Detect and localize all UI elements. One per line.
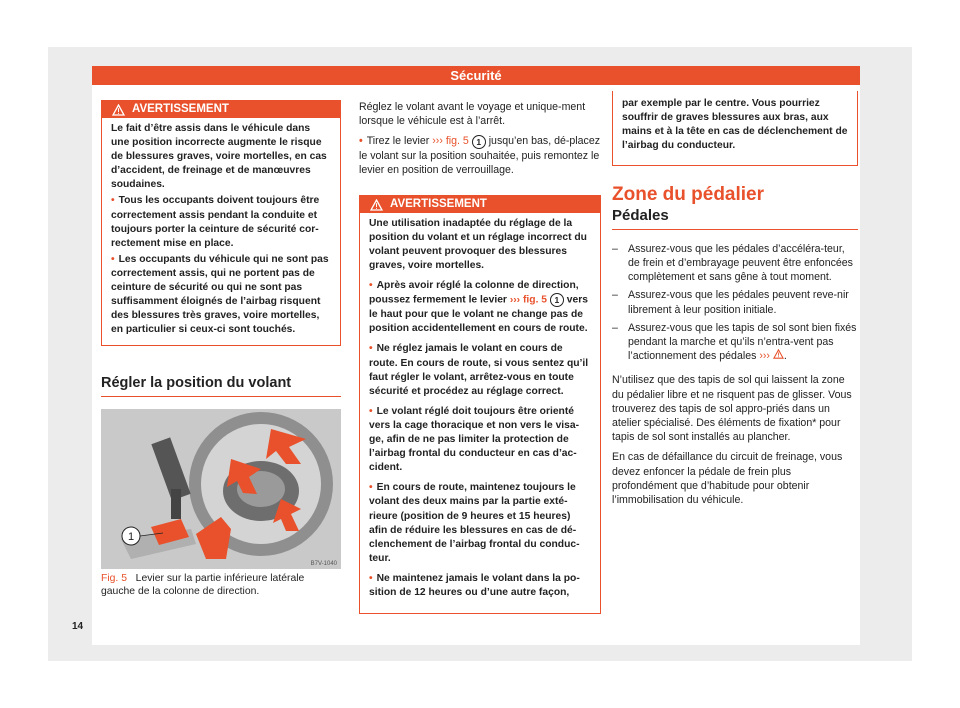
- warning-box: [101, 100, 341, 346]
- paragraph: Réglez le volant avant le voyage et unique-ment lorsque le véhicule est à l’arrêt.: [359, 101, 586, 128]
- warning-triangle-icon: [112, 104, 125, 116]
- list-item: – Assurez-vous que les pédales peuvent reve-nir librement à leur position initiale.: [612, 289, 849, 316]
- callout-number: 1: [472, 135, 486, 149]
- warning-bullet: • Tous les occupants doivent toujours être correctement assis pendant la conduite et toujours porter la ceinture de sécurité cor-rectement mise en place.: [111, 195, 320, 249]
- warning-bullet: • Ne réglez jamais le volant en cours de route. En cours de route, si vous sentez qu’il faut régler le volant, arrêtez-vous en toute sécurité et procédez au réglage correct.: [369, 343, 589, 397]
- warning-title: AVERTISSEMENT: [132, 103, 229, 115]
- warning-bullet: • Après avoir réglé la colonne de direction, poussez fermement le levier ››› fig. 5 1 vers le haut pour que le volant ne change pas de position accidentellement en cours de route.: [369, 280, 588, 335]
- section-title: Régler la position du volant: [101, 375, 292, 392]
- warning-triangle-icon: [370, 199, 383, 211]
- warning-intro: Une utilisation inadaptée du réglage de la position du volant et un réglage incorrect du volant peuvent provoquer des blessures graves, voire mortelles.: [369, 218, 587, 272]
- warning-continued-text: par exemple par le centre. Vous pourriez souffrir de graves blessures aux bras, aux mains et à la tête en cas de déclenchement de l’airbag du conducteur.: [622, 98, 848, 152]
- figure-code: B7V-1040: [310, 561, 337, 567]
- step-item: • Tirez le levier ››› fig. 5 1 jusqu’en bas, dé-placez le volant sur la position souhaitée, puis remontez le levier en position de verrouillage.: [359, 135, 601, 176]
- divider: [101, 396, 341, 397]
- chapter-title: Zone du pédalier: [612, 184, 765, 206]
- list-item: – Assurez-vous que les tapis de sol sont bien fixés pendant la marche et qu’ils n’entra-vent pas l’actionnement des pédales ››› .: [612, 321, 857, 363]
- warning-bullet: • En cours de route, maintenez toujours le volant des deux mains par la partie exté-rieure (position de 9 heures et 15 heures) afin de réduire les blessures en cas de dé-clenchement de l’airbag frontal du conduc-teur.: [369, 482, 580, 564]
- page-number: 14: [72, 621, 84, 632]
- warning-bullet: • Ne maintenez jamais le volant dans la po-sition de 12 heures ou d’une autre façon,: [369, 572, 580, 598]
- paragraph: N’utilisez que des tapis de sol qui laissent la zone du pédalier libre et ne risquent pas de glisser. Vous trouverez des tapis de sol appro-priés dans un atelier spécialisé. Des éléments de fixation* pour tapis de sol sont installés au plancher.: [612, 374, 852, 444]
- section-header: Sécurité: [92, 66, 860, 85]
- warning-bullet: • Les occupants du véhicule qui ne sont pas correctement assis, qui ne portent pas de ceinture de sécurité ou qui ne sont pas suffisamment éloignés de l’airbag risquent des blessures très graves, voire mortelles, en particulier si ceux-ci sont touchés.: [111, 253, 329, 336]
- warning-title: AVERTISSEMENT: [390, 198, 487, 211]
- figure-link[interactable]: fig. 5: [445, 135, 469, 148]
- list-item: – Assurez-vous que les pédales d’accéléra-teur, de frein et d’embrayage peuvent être enfoncées complètement et sans gêne à tout moment.: [612, 242, 853, 284]
- paragraph: En cas de défaillance du circuit de freinage, vous devez enfoncer la pédale de frein plus profondément que d’habitude pour obtenir l’immobilisation du véhicule.: [612, 451, 843, 507]
- figure-callout-1: 1: [127, 531, 135, 543]
- steering-wheel-illustration: [101, 409, 341, 569]
- divider: [612, 229, 858, 230]
- section-title: Pédales: [612, 206, 669, 224]
- warning-triangle-icon: [773, 349, 784, 359]
- figure-steering-column: [101, 409, 341, 569]
- warning-box-continued: [612, 91, 858, 166]
- callout-number: 1: [550, 293, 564, 307]
- warning-intro: Le fait d’être assis dans le véhicule dans une position incorrecte augmente le risque de blessures graves, voire mortelles, en cas d’accident, de freinage et de manœuvres soudaines.: [111, 123, 327, 191]
- warning-bullet: • Le volant réglé doit toujours être orienté vers la cage thoracique et non vers le visa-ge, afin de ne pas limiter la protection de l’airbag frontal du conducteur en cas d’ac-cident.: [369, 405, 580, 474]
- figure-caption: Fig. 5 Levier sur la partie inférieure latérale gauche de la colonne de direction.: [101, 573, 305, 597]
- figure-link[interactable]: fig. 5: [522, 295, 548, 307]
- warning-box: [359, 195, 601, 614]
